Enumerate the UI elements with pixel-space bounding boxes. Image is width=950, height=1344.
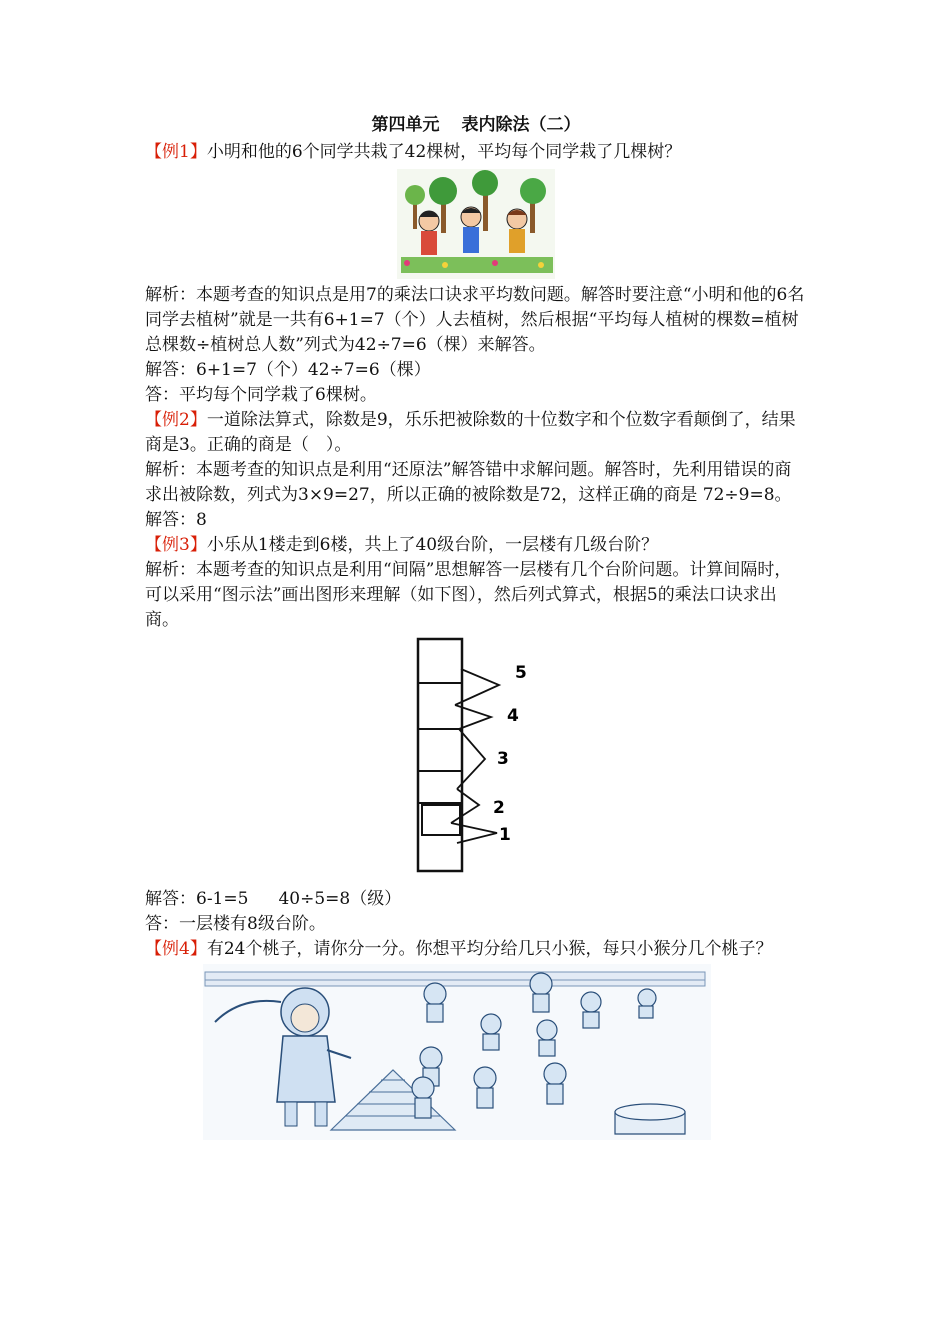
page-title: 第四单元 表内除法（二） xyxy=(371,115,581,135)
ex2-analysis: 解析：本题考查的知识点是利用“还原法”解答错中求解问题。解答时，先利用错误的商求出被除数，列式为3×9=27，所以正确的被除数是72，这样正确的商是 72÷9=8。 xyxy=(145,460,792,505)
monkeys-sharing-peaches-picture xyxy=(145,962,807,1142)
children-planting-trees-picture xyxy=(145,165,807,283)
ex1-question: 【例1】小明和他的6个同学共栽了42棵树，平均每个同学栽了几棵树？ xyxy=(145,142,682,162)
ex3-analysis: 解析：本题考查的知识点是利用“间隔”思想解答一层楼有几个台阶问题。计算间隔时，可以采用“图示法”画出图形来理解（如下图），然后列式算式，根据5的乘法口诀求出商。 xyxy=(145,560,792,630)
ex2-tag: 【例2】 xyxy=(145,410,207,430)
ex1-solution: 解答：6+1=7（个）42÷7=6（棵） xyxy=(145,360,431,380)
ex1-answer: 答：平均每个同学栽了6棵树。 xyxy=(145,385,377,405)
ex4-tag: 【例4】 xyxy=(145,939,207,959)
diagram-label-3: 3 xyxy=(497,749,509,769)
ex1-tag: 【例1】 xyxy=(145,142,207,162)
diagram-label-4: 4 xyxy=(507,706,519,726)
ex3-answer: 答：一层楼有8级台阶。 xyxy=(145,914,326,934)
floors-diagram xyxy=(145,633,807,887)
monkeys-peaches-illustration xyxy=(145,962,807,1142)
ex2-solution: 解答：8 xyxy=(145,510,207,530)
diagram-label-2: 2 xyxy=(493,798,505,818)
document-page xyxy=(145,112,807,1142)
tree-planting-illustration xyxy=(145,165,807,283)
ex3-solution: 解答：6-1=5 40÷5=8（级） xyxy=(145,889,402,909)
ex3-tag: 【例3】 xyxy=(145,535,207,555)
ex4-question: 【例4】有24个桃子，请你分一分。你想平均分给几只小猴，每只小猴分几个桃子？ xyxy=(145,939,773,959)
stairs-interval-diagram xyxy=(145,633,807,887)
ex2-question: 【例2】一道除法算式，除数是9，乐乐把被除数的十位数字和个位数字看颠倒了，结果商是3。正确的商是（ ）。 xyxy=(145,410,796,455)
ex1-analysis: 解析：本题考查的知识点是用7的乘法口诀求平均数问题。解答时要注意“小明和他的6名同学去植树”就是一共有6+1=7（个）人去植树，然后根据“平均每人植树的棵数=植树总棵数÷植树总人数”列式为42÷7=6（棵）来解答。 xyxy=(145,285,805,355)
diagram-label-5: 5 xyxy=(515,663,527,683)
diagram-label-1: 1 xyxy=(499,825,511,845)
ex3-question: 【例3】小乐从1楼走到6楼，共上了40级台阶，一层楼有几级台阶？ xyxy=(145,535,659,555)
